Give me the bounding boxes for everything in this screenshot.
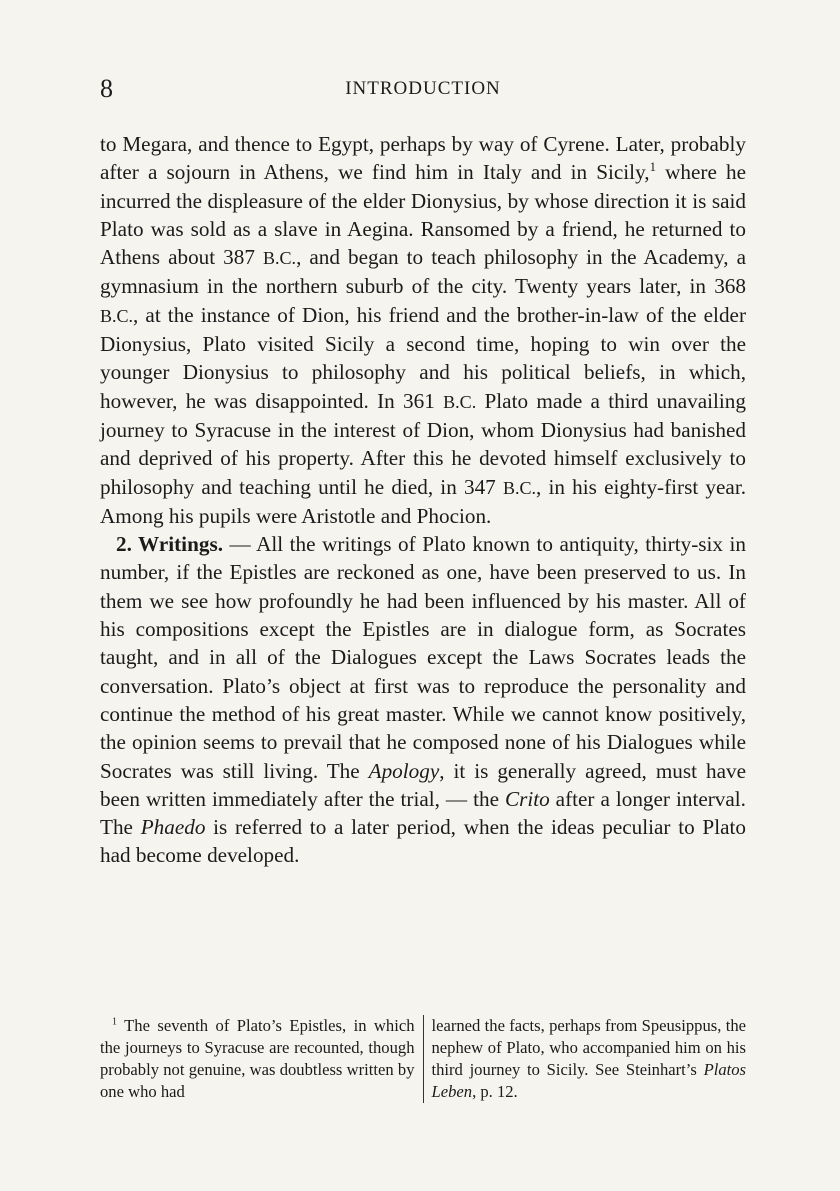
footnote [100,1015,746,1103]
paragraph-writings: 2. Writings. — All the writings of Plato known to antiquity, thirty-six in number, if the Epistles are reckoned as one, have been preserved to us. In them we see how profoundly he had been influenced by his master. All of his compositions except the Epistles are in dialogue form, as Socrates taught, and in all of the Dialogues except the Laws Socrates leads the conversation. Plato’s object at first was to reproduce the personality and continue the method of his great master. While we cannot know positively, the opinion seems to prevail that he composed none of his Dialogues while Socrates was still living. The Apology, it is generally agreed, must have been written immediately after the trial, — the Crito after a longer interval. The Phaedo is referred to a later period, when the ideas peculiar to Plato had become developed. [100,532,746,868]
paragraph-plato-life: to Megara, and thence to Egypt, perhaps by way of Cyrene. Later, probably after a sojourn in Athens, we find him in Italy and in Sicily,$^1$ where he incurred the displeasure of the elder Dionysius, by whose direction it is said Plato was sold as a slave in Aegina. Ransomed by a friend, he returned to Athens about 387 B.C., and began to teach philosophy in the Academy, a gymnasium in the northern suburb of the city. Twenty years later, in 368 B.C., at the instance of Dion, his friend and the brother-in-law of the elder Dionysius, Plato visited Sicily a second time, hoping to win over the younger Dionysius to philosophy and his political beliefs, in which, however, he was disappointed. In 361 B.C. Plato made a third unavailing journey to Syracuse in the interest of Dion, whom Dionysius had banished and deprived of his property. After this he devoted himself exclusively to philosophy and teaching until he died, in 347 B.C., in his eighty-first year. Among his pupils were Aristotle and Phocion. [100,132,746,528]
footnote-left-column: $^1$ The seventh of Plato’s Epistles, in which the journeys to Syracuse are recounted, though probably not genuine, was doubtless written by one who had [100,1016,415,1101]
title-phaedo: Phaedo [140,815,206,840]
page-number: 8 [100,74,113,103]
page-header [100,76,746,102]
title-apology: Apology [368,758,440,783]
running-head: INTRODUCTION [345,78,501,99]
body-text [100,130,746,870]
title-crito: Crito [504,786,550,811]
title-platos-leben: Platos Leben [431,1060,746,1101]
footnote-right-column: learned the facts, perhaps from Speusippus, the nephew of Plato, who accompanied him on his third journey to Sicily. See Steinhart’s Platos Leben, p. 12. [423,1015,747,1103]
footnote-ref: 1 [649,160,656,175]
footnote-marker: 1 [112,1016,117,1028]
section-heading-writings: 2. Writings. [116,532,223,557]
